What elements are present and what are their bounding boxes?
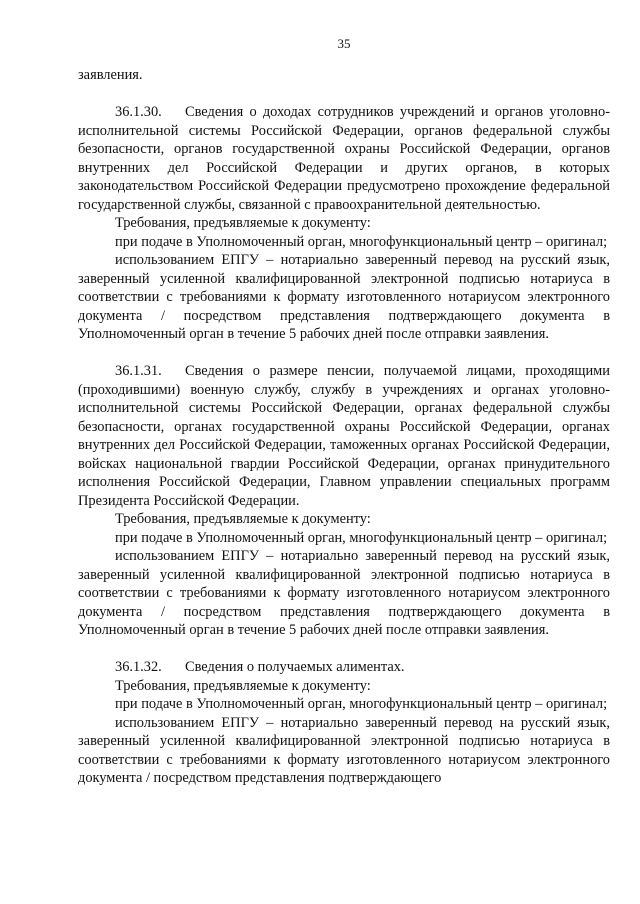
clause-number: 36.1.31. bbox=[115, 363, 162, 379]
requirement-office: при подаче в Уполномоченный орган, многофункциональный центр – оригинал; bbox=[115, 529, 608, 546]
section-heading bbox=[78, 103, 610, 214]
requirement-epgu: использованием ЕПГУ – нотариально заверенный перевод на русский язык, заверенный усиленной квалифицированной электронной подписью нотариуса в соответствии с требованиями к формату изготовленного нотариусом электронного документа / посредством представления подтверждающего bbox=[78, 714, 610, 786]
lead-in-text: заявления. bbox=[78, 67, 143, 83]
section-36-1-31 bbox=[78, 362, 610, 640]
paragraph-gap bbox=[78, 85, 610, 104]
requirement-office: при подаче в Уполномоченный орган, многофункциональный центр – оригинал; bbox=[115, 233, 608, 250]
paragraph-gap bbox=[78, 344, 610, 363]
requirement-epgu: использованием ЕПГУ – нотариально заверенный перевод на русский язык, заверенный усиленной квалифицированной электронной подписью нотариуса в соответствии с требованиями к формату изготовленного нотариусом электронного документа / посредством представления подтверждающего документа в Уполномоченный орган в течение 5 рабочих дней после отправки заявления. bbox=[78, 252, 610, 342]
page-number: 35 bbox=[337, 36, 351, 51]
section-heading bbox=[78, 362, 610, 510]
requirements-label: Требования, предъявляемые к документу: bbox=[115, 215, 371, 231]
clause-title: Сведения о размере пенсии, получаемой лицами, проходящими (проходившими) военную службу, службу в учреждениях и органах уголовно-исполнительной системы Российской Федерации, органах федеральной службы безопасности, органах государственной охраны Российской Федерации, органах внутренних дел Российской Федерации, таможенных органах Российской Федерации, войсках национальной гвардии Российской Федерации, органах принудительного исполнения Российской Федерации, Главном управлении специальных программ Президента Российской Федерации. bbox=[78, 363, 610, 509]
clause-number: 36.1.32. bbox=[115, 659, 162, 675]
requirements-label: Требования, предъявляемые к документу: bbox=[115, 677, 371, 694]
requirements-label: Требования, предъявляемые к документу: bbox=[115, 511, 371, 527]
document-body bbox=[78, 66, 610, 788]
section-heading bbox=[78, 658, 610, 677]
clause-number: 36.1.30. bbox=[115, 104, 162, 120]
clause-title: Сведения о доходах сотрудников учреждений и органов уголовно-исполнительной системы Российской Федерации, органов федеральной службы безопасности, органов государственной охраны Российской Федерации, органов внутренних дел Российской Федерации и других органов, в которых законодательством Российской Федерации предусмотрено прохождение федеральной государственной службы, связанной с правоохранительной деятельностью. bbox=[78, 104, 610, 213]
section-36-1-32 bbox=[78, 658, 610, 788]
requirement-office: при подаче в Уполномоченный орган, многофункциональный центр – оригинал; bbox=[115, 696, 608, 712]
clause-title: Сведения о получаемых алиментах. bbox=[185, 659, 405, 675]
section-36-1-30 bbox=[78, 103, 610, 344]
requirement-epgu: использованием ЕПГУ – нотариально заверенный перевод на русский язык, заверенный усиленной квалифицированной электронной подписью нотариуса в соответствии с требованиями к формату изготовленного нотариусом электронного документа / посредством представления подтверждающего документа в Уполномоченный орган в течение 5 рабочих дней после отправки заявления. bbox=[78, 548, 610, 638]
paragraph-gap bbox=[78, 640, 610, 659]
